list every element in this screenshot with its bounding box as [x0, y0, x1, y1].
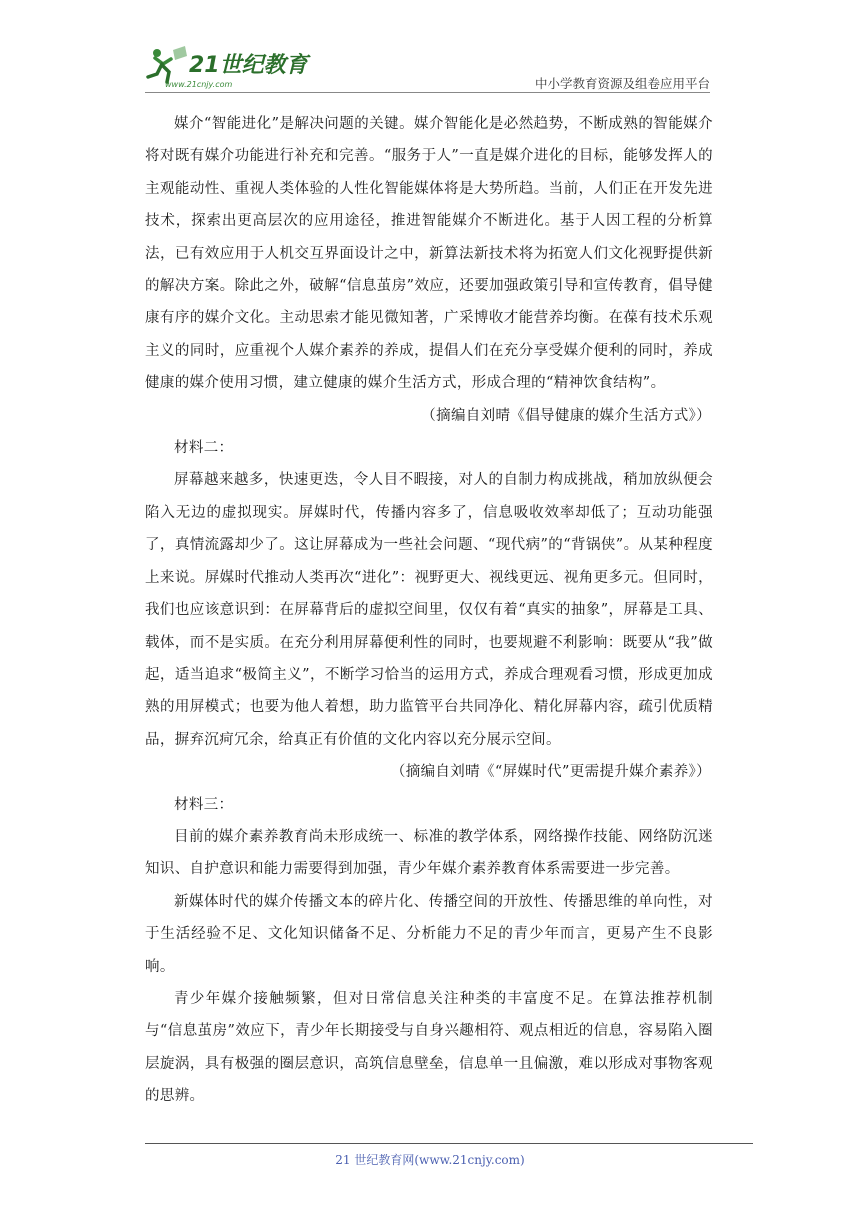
site-logo[interactable] [145, 44, 315, 90]
logo-text: 21世纪教育 [189, 53, 308, 78]
paragraph-4: 新媒体时代的媒介传播文本的碎片化、传播空间的开放性、传播思维的单向性，对于生活经验不足、文化知识储备不足、分析能力不足的青少年而言，更易产生不良影响。 [145, 893, 713, 975]
logo-url: www.21cnjy.com [165, 80, 233, 89]
material-2-label: 材料二： [174, 440, 234, 457]
page-header [145, 40, 710, 94]
source-citation-2: （摘编自刘晴《“屏媒时代”更需提升媒介素养》） [390, 764, 711, 781]
platform-name: 中小学教育资源及组卷应用平台 [534, 76, 710, 91]
header-divider [145, 92, 710, 93]
paragraph-2: 屏幕越来越多，快速更迭，令人目不暇接，对人的自制力构成挑战，稍加放纵便会陷入无边的虚拟现实。屏媒时代，传播内容多了，信息吸收效率却低了；互动功能强了，真情流露却少了。这让屏幕成为一些社会问题、“现代病”的“背锅侠”。从某种程度上来说。屏媒时代推动人类再次“进化”：视野更大、视线更远、视角更多元。但同时，我们也应该意识到：在屏幕背后的虚拟空间里，仅仅有着“真实的抽象”，屏幕是工具、载体，而不是实质。在充分利用屏幕便利性的同时，也要规避不利影响：既要从“我”做起，适当追求“极简主义”，不断学习恰当的运用方式，养成合理观看习惯，形成更加成熟的用屏模式；也要为他人着想，助力监管平台共同净化、精化屏幕内容，疏引优质精品，摒弃沉疴冗余，给真正有价值的文化内容以充分展示空间。 [145, 472, 713, 748]
article-body [145, 108, 713, 1113]
paragraph-3: 目前的媒介素养教育尚未形成统一、标准的教学体系，网络操作技能、网络防沉迷知识、自护意识和能力需要得到加强，青少年媒介素养教育体系需要进一步完善。 [145, 828, 713, 878]
source-citation-1: （摘编自刘晴《倡导健康的媒介生活方式》） [421, 407, 711, 424]
footer-divider [145, 1143, 753, 1144]
material-3-label: 材料三： [174, 796, 234, 813]
runner-icon [148, 46, 187, 82]
paragraph-5: 青少年媒介接触频繁，但对日常信息关注种类的丰富度不足。在算法推荐机制与“信息茧房”效应下，青少年长期接受与自身兴趣相符、观点相近的信息，容易陷入圈层旋涡，具有极强的圈层意识，高筑信息壁垒，信息单一且偏激，难以形成对事物客观的思辨。 [145, 990, 713, 1105]
footer-link[interactable]: 21 世纪教育网(www.21cnjy.com) [335, 1153, 525, 1167]
paragraph-1: 媒介“智能进化”是解决问题的关键。媒介智能化是必然趋势，不断成熟的智能媒介将对既有媒介功能进行补充和完善。“服务于人”一直是媒介进化的目标，能够发挥人的主观能动性、重视人类体验的人性化智能媒体将是大势所趋。当前，人们正在开发先进技术，探索出更高层次的应用途径，推进智能媒介不断进化。基于人因工程的分析算法，已有效应用于人机交互界面设计之中，新算法新技术将为拓宽人们文化视野提供新的解决方案。除此之外，破解“信息茧房”效应，还要加强政策引导和宣传教育，倡导健康有序的媒介文化。主动思索才能见微知著，广采博收才能营养均衡。在葆有技术乐观主义的同时，应重视个人媒介素养的养成，提倡人们在充分享受媒介便利的同时，养成健康的媒介使用习惯，建立健康的媒介生活方式，形成合理的“精神饮食结构”。 [145, 116, 713, 392]
